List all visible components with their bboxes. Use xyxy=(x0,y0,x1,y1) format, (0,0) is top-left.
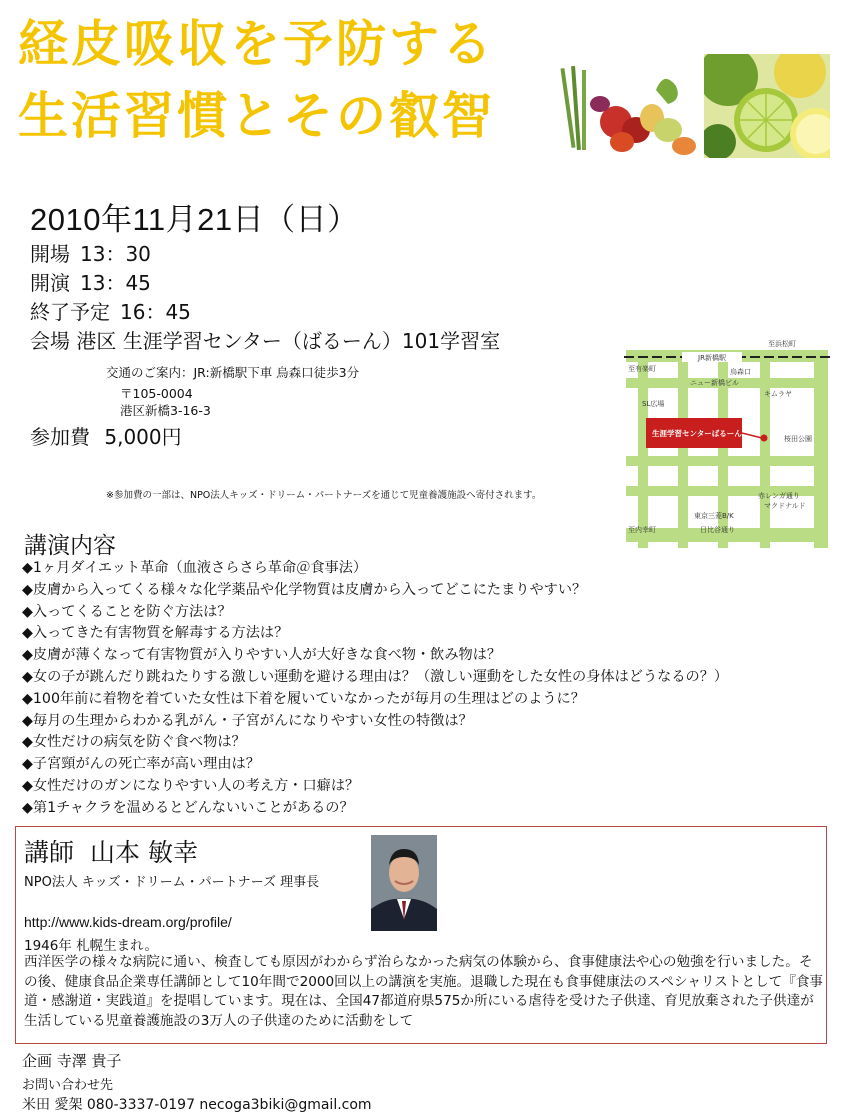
start-time-row xyxy=(30,269,151,297)
open-time: 13：30 xyxy=(80,242,151,266)
map-label: 至内幸町 xyxy=(628,526,656,534)
donation-note: ※参加費の一部は、NPO法人キッズ・ドリーム・パートナーズを通じて児童養護施設へ寄付されます。 xyxy=(106,490,542,501)
topic-item: ◆女の子が跳んだり跳ねたりする激しい運動を避ける理由は？（激しい運動をした女性の身体はどうなるの？） xyxy=(22,668,729,685)
map-label: 日比谷通り xyxy=(700,526,735,534)
lecturer-box xyxy=(15,826,827,1044)
topics-list xyxy=(22,558,728,820)
planner: 企画 寺澤 貴子 xyxy=(22,1052,122,1070)
map-label: ニュー新橋ビル xyxy=(690,379,739,387)
map-label: キムラヤ xyxy=(764,390,792,398)
map-label: 生涯学習センターばるーん xyxy=(652,429,742,438)
map-road xyxy=(718,362,728,548)
fee-row xyxy=(30,421,182,450)
lecturer-role: 講師 xyxy=(24,838,75,867)
map-road xyxy=(626,456,828,466)
map-label: SL広場 xyxy=(642,400,665,408)
event-date: 2010年11月21日（日） xyxy=(30,202,359,237)
end-label: 終了予定 xyxy=(30,300,110,324)
start-label: 開演 xyxy=(30,271,70,295)
access-map xyxy=(618,338,836,550)
center-pointer xyxy=(742,433,762,438)
citrus-image xyxy=(704,54,830,158)
topic-item: ◆100年前に着物を着ていた女性は下着を履いていなかったが毎月の生理はどのように？ xyxy=(22,690,585,707)
fee-value: 5,000円 xyxy=(104,425,182,449)
topic-item: ◆皮膚が薄くなって有害物質が入りやすい人が大好きな食べ物・飲み物は？ xyxy=(22,647,502,664)
start-time: 13：45 xyxy=(80,271,151,295)
lecturer-born: 1946年 札幌生まれ。 xyxy=(24,938,158,954)
lecturer-name: 山本 敏幸 xyxy=(90,838,198,867)
map-road xyxy=(638,362,648,548)
map-road xyxy=(678,362,688,548)
contact-label: お問い合わせ先 xyxy=(22,1078,114,1093)
map-label: 桜田公園 xyxy=(784,435,812,443)
end-time: 16：45 xyxy=(120,300,191,324)
map-label: 至有楽町 xyxy=(628,365,656,373)
title-line-1: 経皮吸収を予防する xyxy=(18,15,495,73)
lecturer-portrait xyxy=(371,835,437,931)
open-label: 開場 xyxy=(30,242,70,266)
vegetables-image xyxy=(556,60,700,160)
topic-item: ◆子宮頸がんの死亡率が高い理由は？ xyxy=(22,756,260,773)
map-label: マクドナルド xyxy=(764,502,806,510)
topic-item: ◆皮膚から入ってくる様々な化学薬品や化学物質は皮膚から入ってどこにたまりやすい？ xyxy=(22,581,587,598)
title-line-2: 生活習慣とその叡智 xyxy=(18,87,495,145)
lecturer-bio: 西洋医学の様々な病院に通い、検査しても原因がわからず治らなかった病気の体験から、食事健康法や心の勉強を行いました。その後、健康食品企業専任講師として10年間で2000回以上の講演を実施。退職した現在も食事健康法のスペシャリストとして『食事道・感謝道・実践道』を提唱しています。現在は、全国47都道府県575か所にいる虐待を受けた子供達、育児放棄された子供達が生活している児童養護施設の3万人の子供達のために活動をして xyxy=(24,954,824,1029)
map-label: 東京三菱B/K xyxy=(694,512,734,520)
end-time-row xyxy=(30,298,191,326)
lecturer-org: NPO法人 キッズ・ドリーム・パートナーズ 理事長 xyxy=(24,875,320,890)
topic-item: ◆第1チャクラを温めるとどんないいことがあるの？ xyxy=(22,799,354,816)
topic-item: ◆女性だけのガンになりやすい人の考え方・口癖は？ xyxy=(22,777,360,794)
map-label: JR新橋駅 xyxy=(698,354,726,362)
topic-item: ◆1ヶ月ダイエット革命（血液さらさら革命＠食事法） xyxy=(22,560,368,576)
topic-item: ◆入ってきた有害物質を解毒する方法は？ xyxy=(22,625,289,642)
topics-heading: 講演内容 xyxy=(24,533,116,559)
center-dot xyxy=(761,435,768,442)
map-label: 至浜松町 xyxy=(768,340,796,348)
access-info: 交通のご案内：JR:新橋駅下車 烏森口徒歩3分 xyxy=(106,365,360,380)
open-time-row xyxy=(30,240,151,268)
map-label: 赤レンガ通り xyxy=(758,492,800,500)
topic-item: ◆毎月の生理からわかる乳がん・子宮がんになりやすい女性の特徴は？ xyxy=(22,712,473,729)
venue: 会場 港区 生涯学習センター（ばるーん）101学習室 xyxy=(30,329,501,353)
lecturer-heading xyxy=(24,833,198,869)
topic-item: ◆女性だけの病気を防ぐ食べ物は？ xyxy=(22,734,246,751)
postal-code: 〒105-0004 xyxy=(120,386,193,401)
topic-item: ◆入ってくることを防ぐ方法は？ xyxy=(22,603,232,620)
contact-info: 米田 愛架 080-3337-0197 necoga3biki@gmail.com xyxy=(22,1097,372,1113)
fee-label: 参加費 xyxy=(30,425,90,449)
lecturer-url[interactable]: http://www.kids-dream.org/profile/ xyxy=(24,914,232,930)
address: 港区新橋3-16-3 xyxy=(120,403,211,418)
map-label: 烏森口 xyxy=(730,368,751,376)
